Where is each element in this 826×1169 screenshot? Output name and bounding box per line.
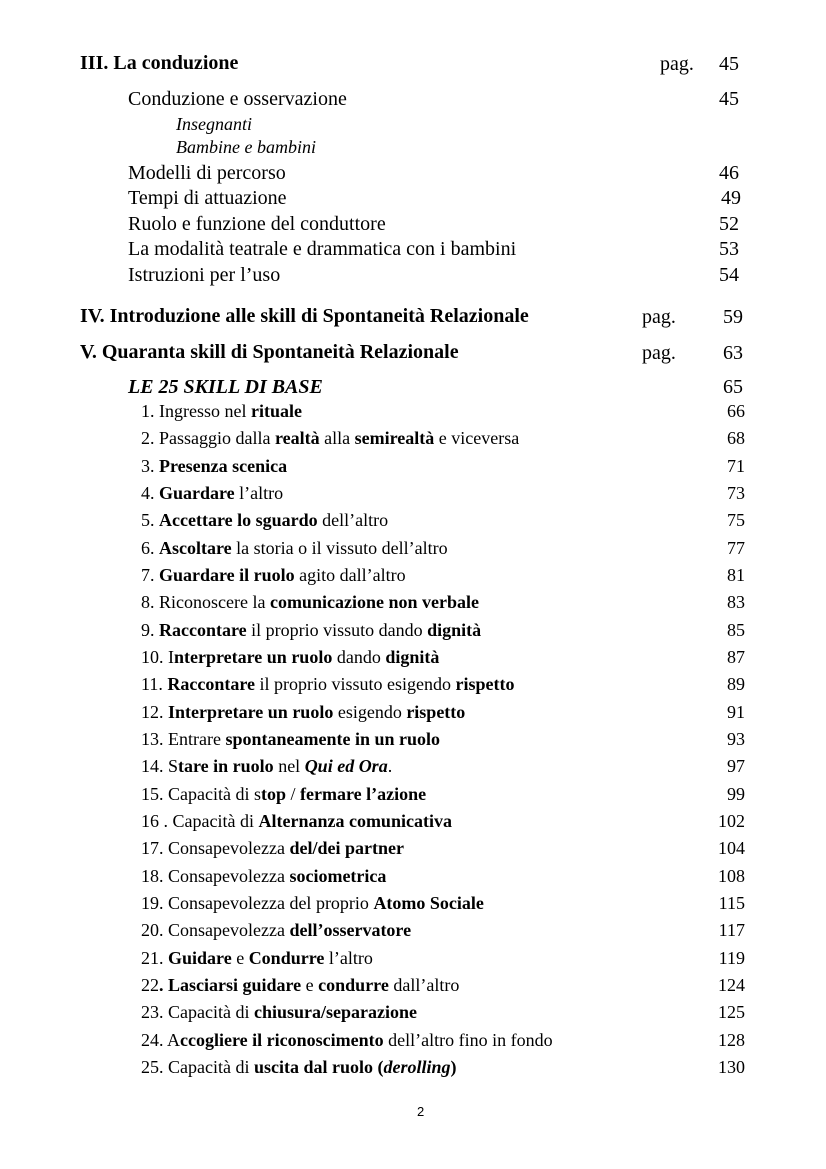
skill-item-text: 7. (141, 565, 159, 585)
skill-item-text: dell’osservatore (289, 920, 412, 940)
skill-item-text: nterpretare un ruolo (174, 647, 333, 667)
skill-item-text: dall’altro (388, 975, 460, 995)
skill-item-text: 14. S (141, 756, 179, 776)
skill-item-5 (141, 511, 388, 529)
skill-item-text: del/dei partner (289, 838, 404, 858)
skill-item-text: . (387, 756, 393, 776)
skill-item-text: uscita dal ruolo ( (253, 1057, 384, 1077)
skill-item-page: 117 (718, 920, 745, 940)
skill-item-text: spontaneamente in un ruolo (225, 729, 441, 749)
skill-item-text: 1. Ingresso nel (141, 401, 251, 421)
skill-item-text: tare in ruolo (178, 756, 274, 776)
skill-item-text: e viceversa (434, 428, 520, 448)
skill-item-text: Raccontare (167, 674, 255, 694)
skill-item-text: Raccontare (159, 620, 247, 640)
skill-item-page: 91 (727, 702, 745, 722)
skill-item-page: 77 (727, 538, 745, 558)
skill-item-text: semirealtà (354, 428, 435, 448)
skill-item-text: esigendo (333, 702, 407, 722)
section-modelli-page: 46 (719, 162, 739, 184)
skill-item-page: 87 (727, 647, 745, 667)
skill-item-text: Accettare lo sguardo (159, 510, 318, 530)
skill-item-12 (141, 703, 465, 721)
skill-item-text: Condurre (248, 948, 325, 968)
skill-item-21 (141, 949, 373, 967)
skill-item-text: 10. I (141, 647, 174, 667)
skill-item-text: chiusura/separazione (253, 1002, 417, 1022)
skill-item-17 (141, 839, 404, 857)
section-modalita: La modalità teatrale e drammatica con i bambini (128, 238, 517, 260)
skill-item-10 (141, 648, 439, 666)
section-istruzioni-page: 54 (719, 264, 739, 286)
skill-item-20 (141, 921, 411, 939)
skill-item-text: rispetto (455, 674, 515, 694)
skill-item-text: rispetto (406, 702, 466, 722)
skill-item-page: 97 (727, 756, 745, 776)
skill-item-7 (141, 566, 406, 584)
skill-item-text: 16 . Capacità di (141, 811, 259, 831)
skill-item-4 (141, 484, 283, 502)
skill-item-text: comunicazione non verbale (269, 592, 479, 612)
skill-item-text: 13. Entrare (141, 729, 226, 749)
skill-item-text: 8. Riconoscere la (141, 592, 270, 612)
skill-item-text: dando (332, 647, 386, 667)
section-modalita-page: 53 (719, 238, 739, 260)
skill-item-text: nel (273, 756, 305, 776)
skill-item-text: Guidare (168, 948, 232, 968)
skill-item-text: 11. (141, 674, 168, 694)
skill-item-text: 24. A (141, 1030, 181, 1050)
skill-item-text: 6. (141, 538, 159, 558)
section-ruolo-page: 52 (719, 213, 739, 235)
skill-item-text: Guardare il ruolo (159, 565, 295, 585)
skill-item-text: ) (450, 1057, 457, 1077)
skill-item-text: sociometrica (289, 866, 387, 886)
subsection-insegnanti: Insegnanti (176, 114, 252, 134)
skill-item-text: dell’altro (317, 510, 389, 530)
skill-item-text: top (260, 784, 286, 804)
skill-item-page: 68 (727, 428, 745, 448)
skill-item-11 (141, 675, 514, 693)
skill-item-text: Presenza scenica (159, 456, 288, 476)
skill-item-text: Interpretare un ruolo (168, 702, 334, 722)
base-skills-heading: LE 25 SKILL DI BASE (128, 376, 323, 398)
skill-item-9 (141, 621, 481, 639)
skill-item-text: 18. Consapevolezza (141, 866, 290, 886)
chapter-iii-title: III. La conduzione (80, 52, 239, 74)
skill-item-6 (141, 539, 448, 557)
skill-item-text: 19. Consapevolezza del proprio (141, 893, 374, 913)
skill-item-page: 66 (727, 401, 745, 421)
skill-item-16 (141, 812, 452, 830)
base-skills-page: 65 (723, 376, 743, 398)
skill-item-page: 99 (727, 784, 745, 804)
skill-item-text: e (231, 948, 249, 968)
chapter-iii-page: 45 (719, 53, 739, 75)
skill-item-page: 81 (727, 565, 745, 585)
skill-item-1 (141, 402, 302, 420)
chapter-iv-pag-label: pag. (642, 306, 676, 328)
chapter-v-title: V. Quaranta skill di Spontaneità Relazionale (80, 341, 459, 363)
skill-item-page: 75 (727, 510, 745, 530)
skill-item-text: dell’altro fino in fondo (383, 1030, 553, 1050)
skill-item-text: Ascoltare (159, 538, 232, 558)
skill-item-text: 25. Capacità di (141, 1057, 254, 1077)
skill-item-23 (141, 1003, 417, 1021)
skill-item-text: 3. (141, 456, 159, 476)
section-tempi: Tempi di attuazione (128, 187, 287, 209)
skill-item-text: 23. Capacità di (141, 1002, 254, 1022)
skill-item-15 (141, 785, 426, 803)
skill-item-text: / (286, 784, 301, 804)
section-istruzioni: Istruzioni per l’uso (128, 264, 281, 286)
skill-item-text: 20. Consapevolezza (141, 920, 290, 940)
skill-item-page: 102 (718, 811, 745, 831)
section-tempi-page: 49 (721, 187, 741, 209)
skill-item-text: 21. (141, 948, 168, 968)
chapter-iv-title: IV. Introduzione alle skill di Spontaneità Relazionale (80, 305, 529, 327)
skill-item-page: 71 (727, 456, 745, 476)
skill-item-14 (141, 757, 392, 775)
skill-item-text: Alternanza comunicativa (258, 811, 452, 831)
skill-item-page: 73 (727, 483, 745, 503)
skill-item-24 (141, 1031, 553, 1049)
skill-item-text: il proprio vissuto dando (246, 620, 428, 640)
skill-item-text: 2. Passaggio dalla (141, 428, 275, 448)
skill-item-page: 119 (718, 948, 745, 968)
skill-item-text: 12. (141, 702, 168, 722)
skill-item-8 (141, 593, 479, 611)
skill-item-text: Guardare (159, 483, 235, 503)
skill-item-page: 89 (727, 674, 745, 694)
skill-item-text: 5. (141, 510, 159, 530)
skill-item-text: condurre (318, 975, 389, 995)
skill-item-text: l’altro (324, 948, 373, 968)
footer-page-number: 2 (417, 1104, 425, 1119)
subsection-bambine: Bambine e bambini (176, 137, 316, 157)
section-modelli: Modelli di percorso (128, 162, 286, 184)
skill-item-13 (141, 730, 440, 748)
skill-item-text: derolling (383, 1057, 451, 1077)
skill-item-page: 85 (727, 620, 745, 640)
skill-item-22 (141, 976, 459, 994)
skill-item-text: agito dall’altro (294, 565, 406, 585)
skill-item-text: il proprio vissuto esigendo (254, 674, 456, 694)
skill-item-19 (141, 894, 484, 912)
skill-item-page: 115 (718, 893, 745, 913)
section-conduzione-page: 45 (719, 88, 739, 110)
skill-item-text: ccogliere il riconoscimento (180, 1030, 384, 1050)
skill-item-text: Qui ed Ora (304, 756, 388, 776)
section-conduzione: Conduzione e osservazione (128, 88, 347, 110)
skill-item-text: alla (319, 428, 355, 448)
chapter-iv-page: 59 (723, 306, 743, 328)
chapter-v-page: 63 (723, 342, 743, 364)
skill-item-text: e (301, 975, 319, 995)
chapter-iii-pag-label: pag. (660, 53, 694, 75)
skill-item-text: 17. Consapevolezza (141, 838, 290, 858)
skill-item-text: 22 (141, 975, 159, 995)
skill-item-text: realtà (274, 428, 320, 448)
skill-item-text: . Lasciarsi guidare (159, 975, 302, 995)
skill-item-text: 9. (141, 620, 159, 640)
skill-item-text: 15. Capacità di s (141, 784, 261, 804)
skill-item-page: 108 (718, 866, 745, 886)
skill-item-page: 104 (718, 838, 745, 858)
skill-item-page: 130 (718, 1057, 745, 1077)
skill-item-page: 93 (727, 729, 745, 749)
skill-item-25 (141, 1058, 457, 1076)
chapter-v-pag-label: pag. (642, 342, 676, 364)
skill-item-text: l’altro (234, 483, 284, 503)
skill-item-text: dignità (427, 620, 482, 640)
section-ruolo: Ruolo e funzione del conduttore (128, 213, 386, 235)
skill-item-3 (141, 457, 287, 475)
skill-item-text: fermare l’azione (300, 784, 427, 804)
skill-item-2 (141, 429, 519, 447)
skill-item-text: 4. (141, 483, 159, 503)
skill-item-text: la storia o il vissuto dell’altro (231, 538, 448, 558)
skill-item-page: 83 (727, 592, 745, 612)
skill-item-18 (141, 867, 386, 885)
skill-item-text: rituale (250, 401, 302, 421)
skill-item-page: 124 (718, 975, 745, 995)
skill-item-page: 125 (718, 1002, 745, 1022)
skill-item-text: dignità (385, 647, 440, 667)
skill-item-text: Atomo Sociale (373, 893, 484, 913)
skill-item-page: 128 (718, 1030, 745, 1050)
